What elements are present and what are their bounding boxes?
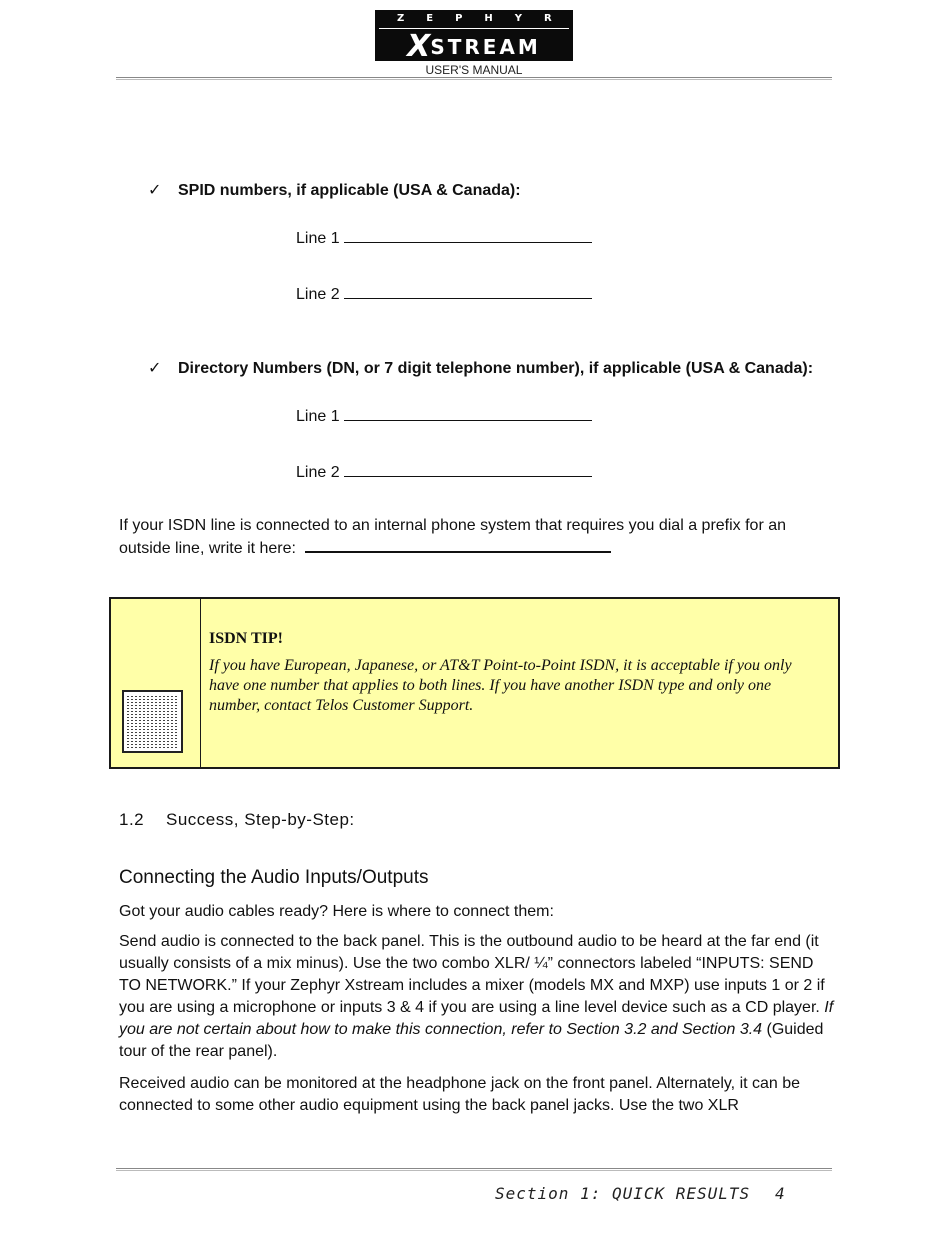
prefix-paragraph: [119, 515, 834, 560]
send-tail: (Guided tour of the rear panel).: [119, 1021, 824, 1060]
spid-line2-field: [296, 284, 592, 304]
directory-line2-label: Line 2: [296, 464, 340, 481]
subsection-title: Connecting the Audio Inputs/Outputs: [119, 867, 429, 888]
directory-line2-blank: [344, 462, 592, 477]
logo-main-text: [375, 29, 573, 64]
section-number: 1.2: [119, 810, 145, 829]
tip-title: ISDN TIP!: [209, 630, 283, 647]
directory-line1-blank: [344, 406, 592, 421]
tip-text: If you have European, Japanese, or AT&T Point-to-Point ISDN, it is acceptable if you only have one number that applies to both lines. If you have another ISDN type and only one number, contact Telos Customer Support.: [209, 657, 792, 714]
send-text: Send audio is connected to the back panel. This is the outbound audio to be heard at the far end (it usually consists of a mix minus). Use the two combo XLR/ ¼” connectors labeled “INPUTS: SEND TO NETWORK.” If your Zephyr Xstream includes a mixer (models MX and MXP) use inputs 1 or 2 if you are using a microphone or inputs 3 & 4 if you are using a line level device such as a CD player.: [119, 933, 825, 1016]
spid-line1-field: [296, 228, 592, 248]
isdn-tip-box: [109, 597, 840, 769]
directory-line1-field: [296, 406, 592, 426]
check-icon: ✓: [148, 358, 162, 377]
section-title: Success, Step-by-Step:: [166, 810, 355, 829]
prefix-text-line2: [119, 537, 834, 560]
spid-line1-blank: [344, 228, 592, 243]
prefix-blank: [305, 537, 611, 553]
tip-divider: [200, 599, 201, 767]
logo-top-text: ZEPHYR: [397, 13, 574, 24]
check-icon: ✓: [148, 180, 162, 199]
directory-heading: Directory Numbers (DN, or 7 digit telephone number), if applicable (USA & Canada):: [178, 360, 814, 377]
footer-rule-secondary: [116, 1170, 832, 1171]
logo-x: X: [407, 29, 431, 64]
send-audio-paragraph: [119, 931, 834, 1063]
intro-paragraph: Got your audio cables ready? Here is where to connect them:: [119, 903, 554, 920]
header-rule: [116, 77, 832, 78]
logo-stream: STREAM: [430, 35, 541, 59]
header-rule-secondary: [116, 79, 832, 80]
spid-heading: SPID numbers, if applicable (USA & Canada):: [178, 182, 521, 199]
spid-line1-label: Line 1: [296, 230, 340, 247]
footer-section-label: Section 1: QUICK RESULTS: [495, 1184, 751, 1203]
spid-line2-label: Line 2: [296, 286, 340, 303]
send-italic-reference: If you are not certain about how to make this connection, refer to Section 3.2 and Section 3.4: [119, 999, 834, 1038]
directory-line2-field: [296, 462, 592, 482]
directory-line1-label: Line 1: [296, 408, 340, 425]
page-number: 4: [775, 1184, 785, 1203]
prefix-text-line1: If your ISDN line is connected to an internal phone system that requires you dial a prefix for an: [119, 517, 787, 534]
footer-rule: [116, 1168, 832, 1169]
received-audio-paragraph: Received audio can be monitored at the headphone jack on the front panel. Alternately, it can be connected to some other audio equipment using the back panel jacks. Use the two XLR: [119, 1075, 801, 1114]
spid-line2-blank: [344, 284, 592, 299]
manual-label: USER'S MANUAL: [425, 63, 523, 77]
prefix-text: outside line, write it here:: [119, 540, 296, 557]
binary-tip-icon: [122, 690, 183, 753]
zephyr-xstream-logo: [375, 10, 574, 64]
